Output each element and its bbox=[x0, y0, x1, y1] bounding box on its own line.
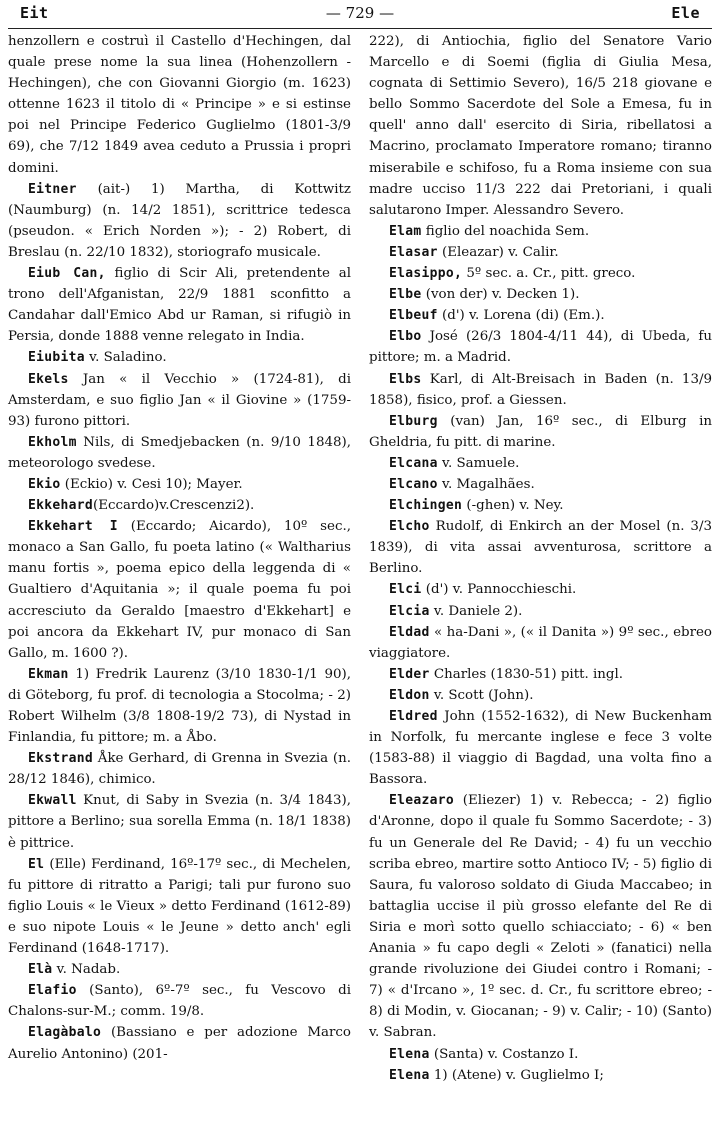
entry-headword: Ekio bbox=[28, 476, 61, 492]
dictionary-entry bbox=[8, 474, 351, 495]
entry-text: figlio di Scir Ali, pretendente al trono dell'Afganistan, 22/9 1881 sconfitto a Candahar dall'Emico Abd ur Raman, si rifugiò in Persia, donde 1888 venne relegato in India. bbox=[8, 266, 351, 345]
entry-text: (von der) v. Decken 1). bbox=[421, 287, 580, 303]
entry-headword: Eiub Can, bbox=[28, 266, 106, 282]
dictionary-entry bbox=[369, 579, 712, 600]
entry-text: (-ghen) v. Ney. bbox=[462, 498, 564, 514]
dictionary-entry bbox=[369, 706, 712, 790]
dictionary-entry bbox=[369, 474, 712, 495]
page-number: — 729 — bbox=[325, 4, 395, 22]
entry-headword: Elafio bbox=[28, 983, 77, 999]
entry-headword: Elcana bbox=[389, 455, 438, 471]
right-column bbox=[363, 31, 712, 1086]
entry-headword: Elcho bbox=[389, 519, 430, 535]
entry-headword: Ekels bbox=[28, 371, 69, 387]
dictionary-entry bbox=[369, 305, 712, 326]
dictionary-entry bbox=[369, 242, 712, 263]
entry-headword: Elcano bbox=[389, 476, 438, 492]
dictionary-entry bbox=[8, 432, 351, 474]
entry-text: v. Nadab. bbox=[52, 962, 121, 978]
entry-headword: Eleazaro bbox=[389, 793, 455, 809]
entry-text: (Santo), 6º-7º sec., fu Vescovo di Chalons-sur-M.; comm. 19/8. bbox=[8, 983, 351, 1020]
entry-headword: Ekkehard bbox=[28, 498, 94, 514]
entry-headword: Ekman bbox=[28, 666, 69, 682]
entry-headword: Elasar bbox=[389, 244, 438, 260]
entry-text: (Eliezer) 1) v. Rebecca; - 2) figlio d'Aronne, dopo il quale fu Sommo Sacerdote; - 3) fu un Generale del Re David; - 4) fu un vecchio scriba ebreo, martire sotto Antioco IV; - 5) figlio di Saura, fu valoroso soldato di Giuda Maccabeo; in battaglia uccise il più grosso elefante del Re di Siria e morì sotto quello schiacciato; - 6) « ben Anania » fu capo degli « Zeloti » (fanatici) nella grande rivoluzione dei Giudei contro i Romani; - 7) « d'Ircano », 1º sec. d. Cr., fu scrittore ebreo; - 8) di Modin, v. Giocanan; - 9) v. Calir; - 10) (Santo) v. Sabran. bbox=[369, 793, 712, 1041]
entry-headword: Ekwall bbox=[28, 793, 77, 809]
entry-text: (Eccardo; Aicardo), 10º sec., monaco a San Gallo, fu poeta latino (« Waltharius manu fortis », poema epico della leggenda di « Gualtiero d'Aquitania »; il quale poema fu poi accresciuto da Geraldo [maestro d'Ekkehart] e poi ancora da Ekkehart IV, pur monaco di San Gallo, m. 1600 ?). bbox=[8, 519, 351, 661]
entry-text: v. Scott (John). bbox=[429, 687, 534, 703]
dictionary-entry bbox=[8, 959, 351, 980]
header-rule bbox=[8, 28, 712, 29]
two-column-body bbox=[8, 31, 712, 1086]
dictionary-entry bbox=[8, 179, 351, 263]
entry-text: José (26/3 1804-4/11 44), di Ubeda, fu pittore; m. a Madrid. bbox=[369, 329, 712, 366]
entry-headword: Elena bbox=[389, 1067, 430, 1083]
entry-headword: Eldon bbox=[389, 687, 430, 703]
entry-text: 1) (Atene) v. Guglielmo I; bbox=[429, 1067, 604, 1083]
entry-headword: Elagàbalo bbox=[28, 1025, 102, 1041]
entry-text: v. Saladino. bbox=[84, 350, 167, 366]
entry-headword: Ekkehart I bbox=[28, 519, 118, 535]
dictionary-entry bbox=[8, 854, 351, 959]
dictionary-entry bbox=[8, 748, 351, 790]
dictionary-entry bbox=[8, 790, 351, 853]
dictionary-entry bbox=[369, 1065, 712, 1086]
entry-text: Rudolf, di Enkirch an der Mosel (n. 3/3 1839), di vita assai avventurosa, scrittore a Berlino. bbox=[369, 519, 712, 577]
dictionary-entry bbox=[369, 790, 712, 1043]
entry-headword: Elchingen bbox=[389, 498, 463, 514]
entry-text: Jan « il Vecchio » (1724-81), di Amsterdam, e suo figlio Jan « il Giovine » (1759-93) furono pittori. bbox=[8, 371, 351, 429]
dictionary-entry bbox=[8, 980, 351, 1022]
entry-headword: Elci bbox=[389, 582, 422, 598]
entry-text: (Elle) Ferdinand, 16º-17º sec., di Mechelen, fu pittore di ritratto a Parigi; tali pur furono suo figlio Louis « le Vieux » detto Ferdinand (1612-89) e suo nipote Louis « le Jeune » detto anch' egli Ferdinand (1648-1717). bbox=[8, 856, 351, 957]
dictionary-entry bbox=[8, 347, 351, 368]
entry-headword: Eiubita bbox=[28, 350, 85, 366]
entry-headword: Elam bbox=[389, 223, 422, 239]
dictionary-entry bbox=[8, 263, 351, 347]
entry-text: « ha-Dani », (« il Danita ») 9º sec., ebreo viaggiatore. bbox=[369, 624, 712, 661]
entry-text: Åke Gerhard, di Grenna in Svezia (n. 28/12 1846), chimico. bbox=[8, 751, 351, 788]
dictionary-entry bbox=[8, 369, 351, 432]
dictionary-entry bbox=[8, 495, 351, 516]
dictionary-entry bbox=[369, 664, 712, 685]
dictionary-entry bbox=[369, 601, 712, 622]
dictionary-entry bbox=[369, 263, 712, 284]
dictionary-entry bbox=[8, 664, 351, 748]
entry-text: Nils, di Smedjebacken (n. 9/10 1848), meteorologo svedese. bbox=[8, 434, 351, 471]
entry-headword: Elcia bbox=[389, 603, 430, 619]
entry-headword: Elasippo, bbox=[389, 266, 463, 282]
entry-text: v. Daniele 2). bbox=[429, 603, 523, 619]
entry-headword: Elbo bbox=[389, 329, 422, 345]
entry-text: v. Samuele. bbox=[437, 455, 520, 471]
entry-headword: Elburg bbox=[389, 413, 438, 429]
entry-headword: Elena bbox=[389, 1046, 430, 1062]
dictionary-entry bbox=[8, 31, 351, 179]
dictionary-entry bbox=[369, 622, 712, 664]
dictionary-entry bbox=[369, 1044, 712, 1065]
entry-text: figlio del noachida Sem. bbox=[421, 223, 590, 239]
entry-headword: Elà bbox=[28, 962, 53, 978]
entry-text: henzollern e costruì il Castello d'Hechingen, dal quale prese nome la sua linea (Hohenzollern - Hechingen), che con Giovanni Giorgio (m. 1623) ottenne 1623 il titolo di « Principe » e si estinse poi nel Principe Federico Guglielmo (1801-3/9 69), che 7/12 1849 avea ceduto a Prussia i propri domini. bbox=[8, 34, 351, 176]
dictionary-entry bbox=[369, 221, 712, 242]
header-left-guideword: Eit bbox=[20, 4, 49, 22]
entry-text: v. Magalhães. bbox=[437, 476, 535, 492]
entry-text: Knut, di Saby in Svezia (n. 3/4 1843), pittore a Berlino; sua sorella Emma (n. 18/1 1838) è pittrice. bbox=[8, 793, 351, 851]
entry-text: 5º sec. a. Cr., pitt. greco. bbox=[462, 266, 636, 282]
entry-text: (d') v. Pannocchieschi. bbox=[421, 582, 577, 598]
entry-text: (Santa) v. Costanzo I. bbox=[429, 1046, 579, 1062]
entry-headword: Eldad bbox=[389, 624, 430, 640]
entry-text: (ait-) 1) Martha, di Kottwitz (Naumburg) (n. 14/2 1851), scrittrice tedesca (pseudon. « Erich Norden »); - 2) Robert, di Breslau (n. 22/10 1832), storiografo musicale. bbox=[8, 181, 351, 260]
dictionary-entry bbox=[369, 31, 712, 221]
left-column bbox=[8, 31, 351, 1086]
entry-headword: Elbeuf bbox=[389, 308, 438, 324]
entry-text: 1) Fredrik Laurenz (3/10 1830-1/1 90), di Göteborg, fu prof. di tecnologia a Stocolma; - 2) Robert Wilhelm (3/8 1808-19/2 73), di Nystad in Finlandia, fu pittore; m. a Åbo. bbox=[8, 666, 351, 746]
entry-headword: Elbs bbox=[389, 371, 422, 387]
entry-headword: Eldred bbox=[389, 709, 438, 724]
page-header bbox=[8, 0, 712, 26]
entry-text: 222), di Antiochia, figlio del Senatore Vario Marcello e di Soemi (figlia di Giulia Mesa, cognata di Settimio Severo), 16/5 218 giovane e bello Sommo Sacerdote del Sole a Emesa, fu in quell' anno dall' esercito di Siria, ribellatosi a Macrino, proclamato Imperatore romano; tiranno miserabile e schifoso, fu a Roma insieme con sua madre ucciso 11/3 222 dai Pretoriani, i quali salutarono Imper. Alessandro Severo. bbox=[369, 34, 712, 218]
dictionary-entry bbox=[369, 284, 712, 305]
dictionary-entry bbox=[369, 411, 712, 453]
entry-text: (van) Jan, 16º sec., di Elburg in Gheldria, fu pitt. di marine. bbox=[369, 413, 712, 450]
dictionary-entry bbox=[369, 495, 712, 516]
entry-headword: Elder bbox=[389, 666, 430, 682]
entry-text: (d') v. Lorena (di) (Em.). bbox=[437, 308, 605, 324]
entry-headword: Ekstrand bbox=[28, 751, 94, 767]
entry-text: (Bassiano e per adozione Marco Aurelio Antonino) (201- bbox=[8, 1025, 351, 1062]
header-right-guideword: Ele bbox=[671, 4, 700, 22]
entry-headword: Elbe bbox=[389, 287, 422, 303]
dictionary-entry bbox=[369, 685, 712, 706]
entry-text: Charles (1830-51) pitt. ingl. bbox=[429, 666, 623, 682]
entry-text: (Eccardo)v.Crescenzi2). bbox=[93, 498, 255, 514]
dictionary-entry bbox=[369, 516, 712, 579]
dictionary-entry bbox=[369, 369, 712, 411]
dictionary-entry bbox=[8, 516, 351, 664]
entry-text: Karl, di Alt-Breisach in Baden (n. 13/9 1858), fisico, prof. a Giessen. bbox=[369, 371, 712, 408]
dictionary-entry bbox=[369, 326, 712, 368]
entry-text: (Eleazar) v. Calir. bbox=[437, 244, 559, 260]
entry-text: John (1552-1632), di New Buckenham in Norfolk, fu mercante inglese e fece 3 volte (1583-88) il viaggio di Bagdad, una volta fino a Bassora. bbox=[369, 709, 712, 788]
dictionary-entry bbox=[369, 453, 712, 474]
dictionary-entry bbox=[8, 1022, 351, 1064]
entry-text: (Eckio) v. Cesi 10); Mayer. bbox=[60, 476, 243, 492]
entry-headword: El bbox=[28, 856, 45, 872]
entry-headword: Eitner bbox=[28, 181, 77, 197]
entry-headword: Ekholm bbox=[28, 434, 77, 450]
